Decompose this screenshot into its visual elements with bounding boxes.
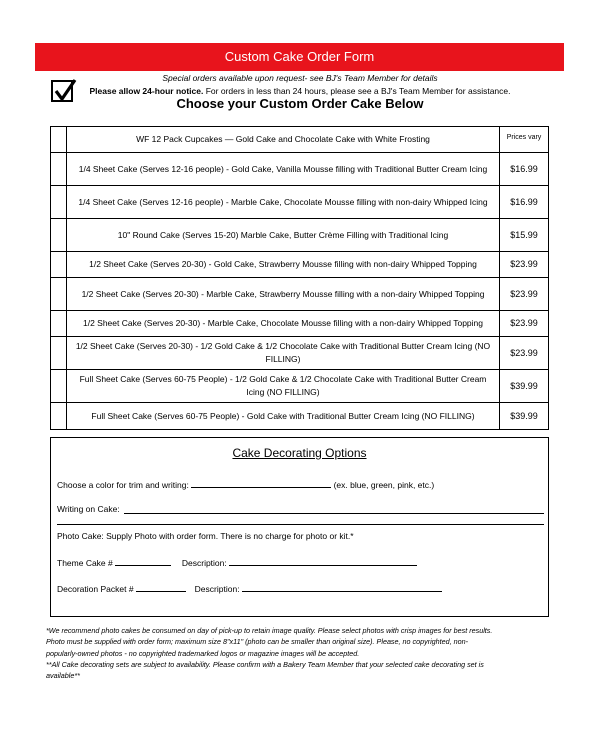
cake-select-cell[interactable] [51,370,67,403]
cake-description: 1/2 Sheet Cake (Serves 20-30) - Gold Cake, Strawberry Mousse filling with non-dairy Whipped Topping [67,252,500,278]
cake-price: $15.99 [500,219,549,252]
cake-row [51,311,549,337]
cake-price: $39.99 [500,370,549,403]
cake-table [50,126,549,430]
packet-description-input[interactable] [242,582,442,592]
form-title: Custom Cake Order Form [224,49,375,64]
packet-label: Decoration Packet # [57,584,134,594]
theme-description-input[interactable] [229,556,417,566]
writing-input[interactable] [124,513,544,514]
color-input[interactable] [191,478,331,488]
cake-select-cell[interactable] [51,219,67,252]
notice-text: For orders in less than 24 hours, please see a BJ's Team Member for assistance. [203,86,511,96]
cake-select-cell[interactable] [51,153,67,186]
color-label: Choose a color for trim and writing: [57,480,189,490]
theme-label: Theme Cake # [57,558,113,568]
cake-row [51,127,549,153]
cake-select-cell[interactable] [51,311,67,337]
cake-select-cell[interactable] [51,186,67,219]
footnote-line: *We recommend photo cakes be consumed on day of pick-up to retain image quality. Please select photos with crisp images for best results. [46,626,493,635]
theme-number-input[interactable] [115,556,171,566]
cake-row [51,278,549,311]
cake-row [51,403,549,430]
special-orders-note: Special orders available upon request- see BJ's Team Member for details [162,73,438,83]
cake-price: $39.99 [500,403,549,430]
cake-row [51,252,549,278]
photo-text: Supply Photo with order form. There is no charge for photo or kit.* [103,531,354,541]
cake-description: Full Sheet Cake (Serves 60-75 People) - Gold Cake with Traditional Butter Cream Icing (NO FILLING) [67,403,500,430]
cake-description: 1/2 Sheet Cake (Serves 20-30) - Marble Cake, Chocolate Mousse filling with a non-dairy Whipped Topping [67,311,500,337]
cake-row [51,370,549,403]
notice-bold: Please allow 24-hour notice. [89,86,204,96]
cake-description: 10" Round Cake (Serves 15-20) Marble Cake, Butter Crème Filling with Traditional Icing [67,219,500,252]
color-row [57,478,434,490]
color-hint: (ex. blue, green, pink, etc.) [333,480,435,490]
notice-line [0,86,600,96]
cake-row [51,186,549,219]
writing-input-line2[interactable] [57,524,544,525]
writing-label: Writing on Cake: [57,504,120,514]
cake-select-cell[interactable] [51,278,67,311]
choose-heading: Choose your Custom Order Cake Below [176,96,424,111]
photo-label: Photo Cake: [57,531,104,541]
footnote-line: popularly-owned photos - no copyrighted trademarked logos or magazine images will be accepted. [46,648,360,658]
cake-select-cell[interactable] [51,127,67,153]
cake-price: $23.99 [500,337,549,370]
cake-description: 1/2 Sheet Cake (Serves 20-30) - 1/2 Gold Cake & 1/2 Chocolate Cake with Traditional Butter Cream Icing (NO FILLING) [67,337,500,370]
cake-select-cell[interactable] [51,252,67,278]
packet-number-input[interactable] [136,582,186,592]
footnote-line: **All Cake decorating sets are subject to availability. Please confirm with a Bakery Team Member that your selected cake decorating set is [46,659,484,669]
footnote-line: Photo must be supplied with order form; maximum size 8"x11" (photo can be smaller than original size). Please, no copyrighted, non- [46,637,469,647]
theme-description-label: Description: [181,558,227,568]
packet-description-label: Description: [194,584,240,594]
footnote-line: available** [46,671,80,681]
writing-row [57,504,120,514]
theme-row [57,556,417,568]
decorating-options-box [50,437,549,617]
cake-description: Full Sheet Cake (Serves 60-75 People) - 1/2 Gold Cake & 1/2 Chocolate Cake with Traditional Butter Cream Icing (NO FILLING) [67,370,500,403]
decorating-title: Cake Decorating Options [232,446,367,460]
cake-description: WF 12 Pack Cupcakes — Gold Cake and Chocolate Cake with White Frosting [67,127,500,153]
cake-price: $16.99 [500,186,549,219]
cake-row [51,337,549,370]
cake-description: 1/4 Sheet Cake (Serves 12-16 people) - Gold Cake, Vanilla Mousse filling with Traditional Butter Cream Icing [67,153,500,186]
cake-description: 1/2 Sheet Cake (Serves 20-30) - Marble Cake, Strawberry Mousse filling with a non-dairy Whipped Topping [67,278,500,311]
cake-price: Prices vary [500,127,549,153]
cake-row [51,219,549,252]
cake-select-cell[interactable] [51,337,67,370]
form-title-banner [35,43,564,71]
cake-price: $23.99 [500,278,549,311]
cake-price: $23.99 [500,311,549,337]
cake-price: $23.99 [500,252,549,278]
cake-select-cell[interactable] [51,403,67,430]
photo-row [57,531,354,541]
cake-row [51,153,549,186]
footnotes [46,625,556,681]
packet-row [57,582,442,594]
cake-description: 1/4 Sheet Cake (Serves 12-16 people) - Marble Cake, Chocolate Mousse filling with non-dairy Whipped Icing [67,186,500,219]
cake-price: $16.99 [500,153,549,186]
